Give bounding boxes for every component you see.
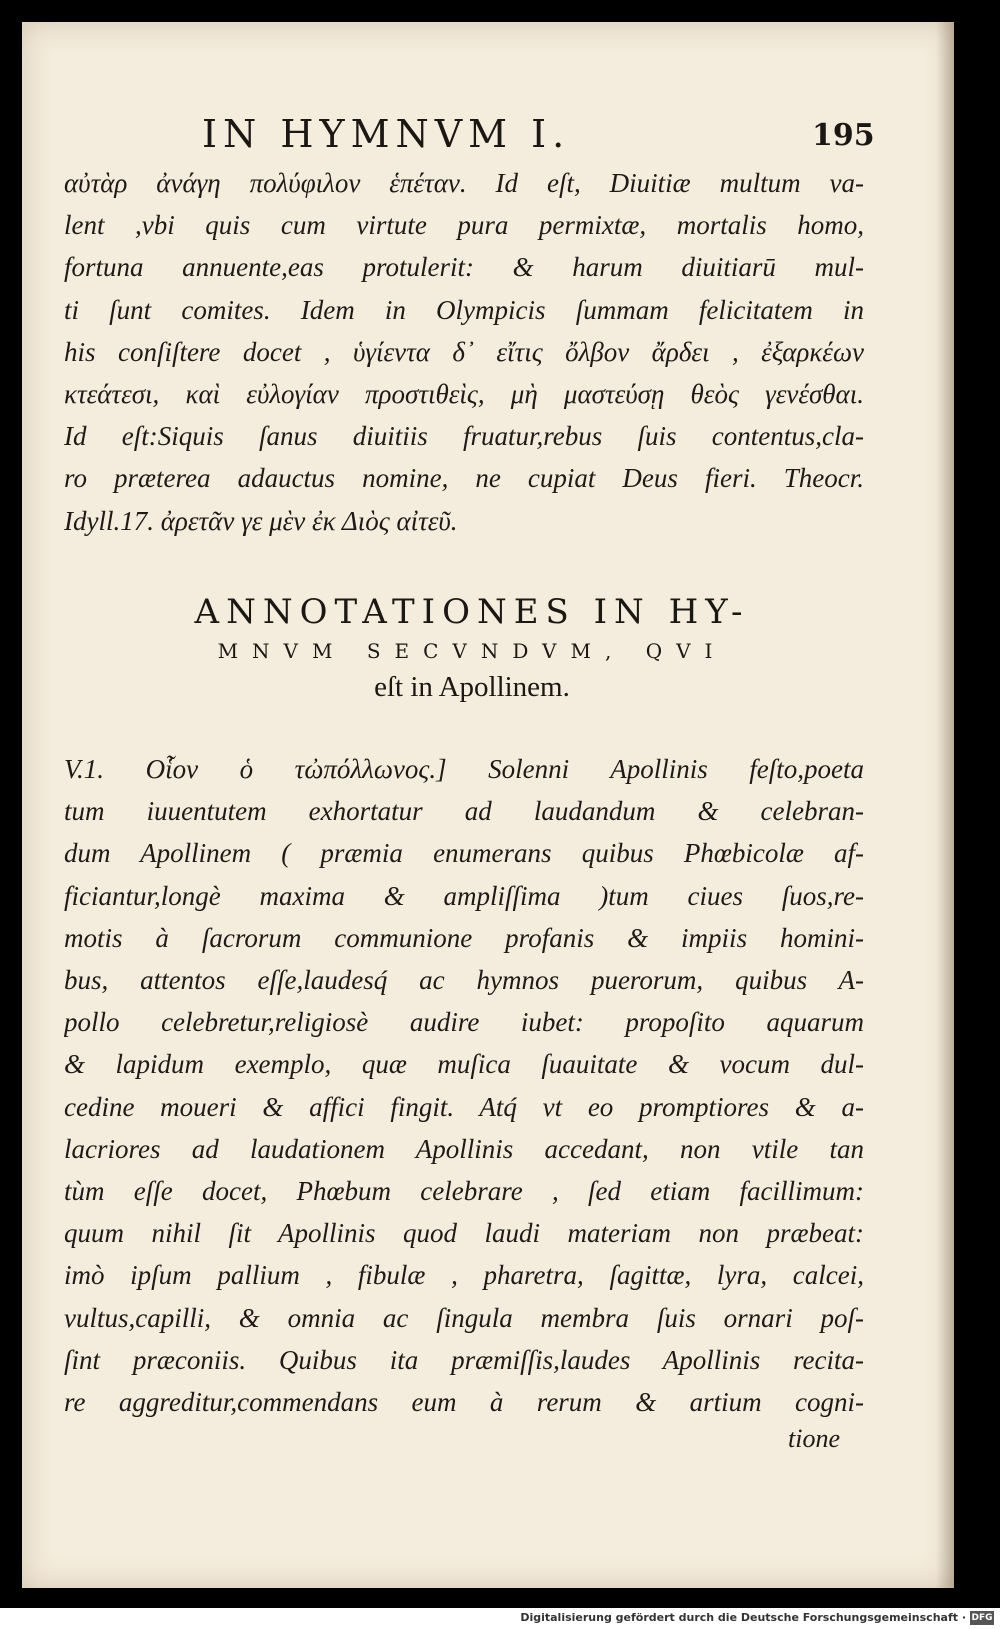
section-heading-line: ANNOTATIONES IN HY- — [194, 592, 750, 632]
commentary-block-2 — [64, 748, 864, 1423]
text-line: κτεάτεσι, καὶ εὐλογίαν προστιθεὶς, μὴ μαστεύσῃ θεὸς γενέσθαι. — [64, 379, 864, 410]
text-line: his conſiſtere docet , ὑγίεντα δ᾽ εἴτις ὄλβον ἄρδει , ἐξαρκέων — [64, 336, 864, 367]
section-heading-line: MNVM SECVNDVM, QVI — [217, 639, 727, 663]
text-line: V.1. Οἷον ὁ τὠπόλλωνος.] Solenni Apollinis feſto,poeta — [64, 754, 864, 784]
page-number: 195 — [812, 118, 875, 153]
digitization-credit: Digitalisierung gefördert durch die Deutsche Forschungsgemeinschaft · — [520, 1611, 966, 1624]
section-heading-line: eſt in Apollinem. — [374, 671, 570, 703]
text-line: pollo celebretur,religiosè audire iubet: propoſito aquarum — [64, 1007, 864, 1038]
text-line: ti ſunt comites. Idem in Olympicis ſummam felicitatem in — [64, 294, 864, 325]
digitization-credit-bar — [0, 1608, 1000, 1629]
text-line: quum nihil ſit Apollinis quod laudi materiam non præbeat: — [64, 1218, 864, 1249]
text-line: tùm eſſe docet, Phœbum celebrare , ſed etiam facillimum: — [64, 1176, 864, 1207]
text-line: motis à ſacrorum communione profanis & impiis homini- — [64, 922, 864, 953]
text-line: ficiantur,longè maxima & ampliſſima )tum ciues ſuos,re- — [64, 880, 864, 911]
text-line: lent ,vbi quis cum virtute pura permixtæ, mortalis homo, — [64, 210, 864, 241]
text-line: cedine moueri & affici fingit. Atq́ vt eo promptiores & a- — [64, 1091, 864, 1122]
text-line: & lapidum exemplo, quæ muſica ſuauitate & vocum dul- — [64, 1049, 864, 1080]
section-heading — [82, 590, 862, 706]
text-line: Idyll.17. ἀρετᾶν γε μὲν ἐκ Διὸς αἰτεῦ. — [64, 505, 458, 536]
text-line: αὐτὰρ ἀνάγη πολύφιλον ἑπέταν. Id eſt, Diuitiæ multum va- — [64, 168, 864, 198]
text-line: dum Apollinem ( præmia enumerans quibus Phœbicolæ af- — [64, 838, 864, 869]
text-line: fortuna annuente,eas protulerit: & harum diuitiarū mul- — [64, 252, 864, 283]
running-title: IN HYMNVM I. — [202, 112, 571, 156]
text-line: ro præterea adauctus nomine, ne cupiat Deus fieri. Theocr. — [64, 463, 864, 494]
commentary-block-1 — [64, 162, 864, 542]
text-line: lacriores ad laudationem Apollinis accedant, non vtile tan — [64, 1133, 864, 1164]
text-line: imò ipſum pallium , fibulæ , pharetra, ſagittæ, lyra, calcei, — [64, 1260, 864, 1291]
text-line: vultus,capilli, & omnia ac ſingula membra ſuis ornari poſ- — [64, 1302, 864, 1333]
text-line: Id eſt:Siquis ſanus diuitiis fruatur,rebus ſuis contentus,cla- — [64, 421, 864, 452]
text-line: tum iuuentutem exhortatur ad laudandum & celebran- — [64, 796, 864, 827]
book-page — [22, 22, 954, 1588]
text-line: re aggreditur,commendans eum à rerum & artium cogni- — [64, 1387, 864, 1418]
text-line: ſint præconiis. Quibus ita præmiſſis,laudes Apollinis recita- — [64, 1344, 864, 1375]
page-edge-shadow — [936, 22, 954, 1588]
text-line: bus, attentos eſſe,laudesq́ ac hymnos puerorum, quibus A- — [64, 965, 864, 996]
catchword: tione — [788, 1424, 840, 1453]
dfg-logo: DFG — [971, 1613, 993, 1623]
